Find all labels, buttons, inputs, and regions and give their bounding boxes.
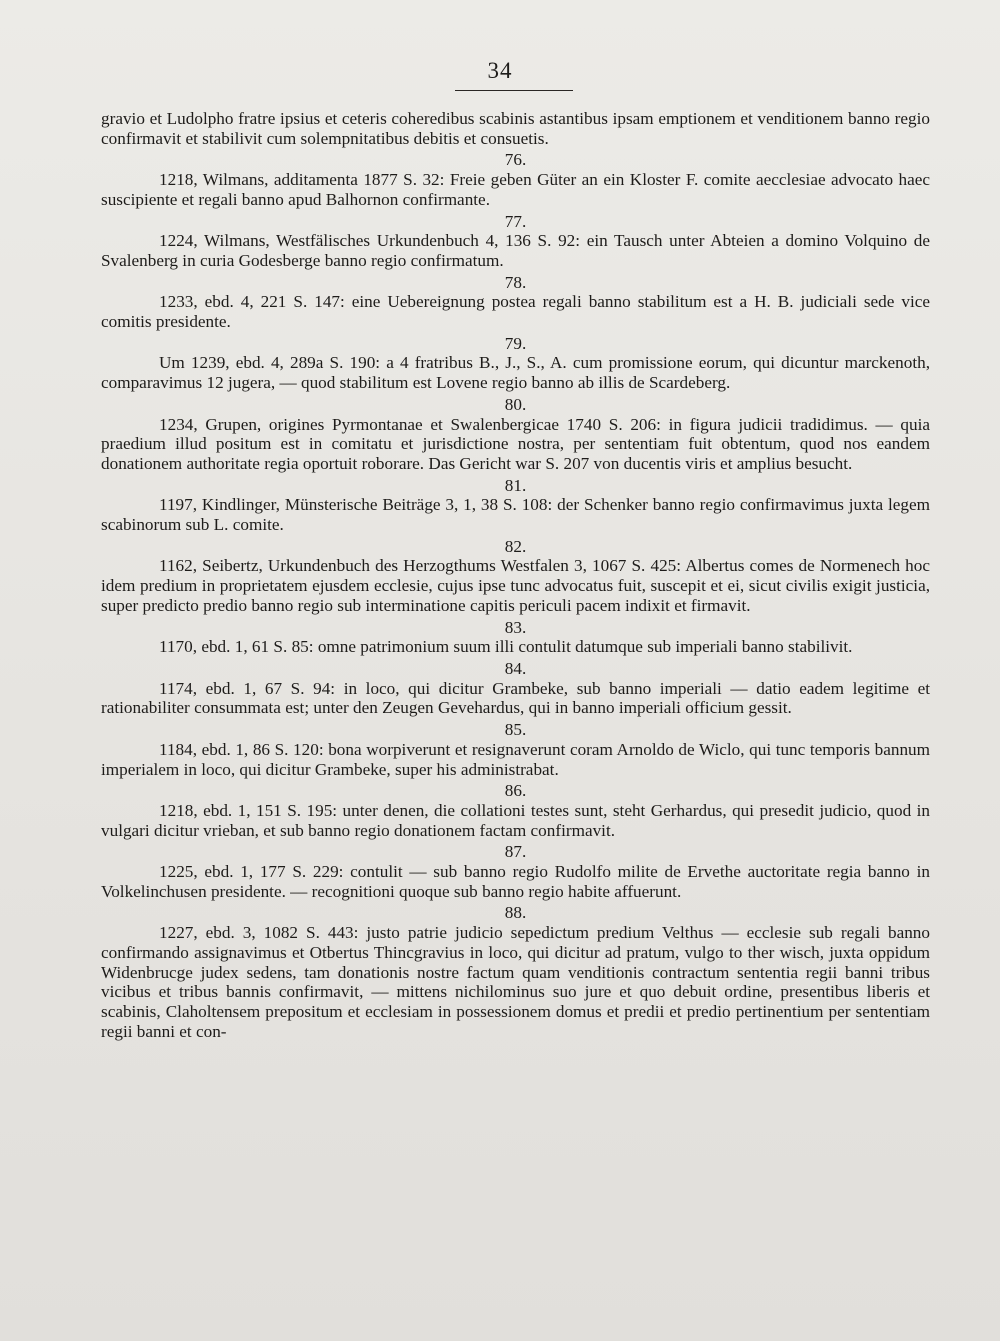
entry: [101, 537, 930, 616]
entry-number: 81.: [504, 475, 527, 495]
entry-text: 1218, Wilmans, additamenta 1877 S. 32: Freie geben Güter an ein Kloster F. comite aecclesiae advocato haec suscipiente et regali banno apud Balhornon confirmante.: [101, 170, 930, 209]
entry-text: 1162, Seibertz, Urkundenbuch des Herzogthums Westfalen 3, 1067 S. 425: Albertus comes de Normenech hoc idem predium in proprietatem ejusdem ecclesie, cujus ipse tunc advocatus fuit, suscepit et ei, sicut civilis exigit justicia, super predicto predio banno regio sub interminatione capitis periculi pacem indixit et firmavit.: [101, 556, 930, 615]
entry-text: 1234, Grupen, origines Pyrmontanae et Swalenbergicae 1740 S. 206: in figura judicii tradidimus. — quia praedium illud positum est in comitatu et jurisdictione nostra, per sententiam fuit obtentum, quod nos eandem donationem authoritate regia oportuit roborare. Das Gericht war S. 207 von ducentis viris et amplius besucht.: [101, 414, 930, 473]
entry: [101, 903, 930, 1041]
intro-paragraph: gravio et Ludolpho fratre ipsius et ceteris coheredibus scabinis astantibus ipsam emptionem et venditionem banno regio confirmavit et stabilivit cum solempnitatibus debitis et consuetis.: [101, 109, 930, 148]
entry: [101, 150, 930, 209]
entry-text: 1184, ebd. 1, 86 S. 120: bona worpiverunt et resignaverunt coram Arnoldo de Wiclo, qui tunc temporis bannum imperialem in loco, qui dicitur Grambeke, super his administrabat.: [101, 739, 930, 779]
entry-number: 79.: [504, 333, 527, 353]
entry: [101, 720, 930, 779]
entry-text: 1170, ebd. 1, 61 S. 85: omne patrimonium suum illi contulit datumque sub imperiali banno stabilivit.: [159, 637, 853, 657]
entry: [101, 659, 930, 718]
entry-number: 78.: [504, 272, 527, 292]
entry-number: 86.: [504, 781, 527, 801]
text-body: [101, 109, 930, 1041]
entry: [101, 781, 930, 840]
header-rule: [455, 90, 573, 91]
entry: [101, 618, 930, 657]
entry: [101, 395, 930, 474]
entry: [101, 476, 930, 535]
entry-number: 76.: [504, 150, 527, 170]
entry-text: 1197, Kindlinger, Münsterische Beiträge 3, 1, 38 S. 108: der Schenker banno regio confirmavimus juxta legem scabinorum sub L. comite.: [101, 495, 930, 535]
entry-text: 1225, ebd. 1, 177 S. 229: contulit — sub banno regio Rudolfo milite de Ervethe auctoritate regia banno in Volkelinchusen presidente. — recognitioni quoque sub banno regio habite affuerunt.: [101, 862, 930, 901]
entry-number: 77.: [504, 211, 527, 231]
entry-text: 1224, Wilmans, Westfälisches Urkundenbuch 4, 136 S. 92: ein Tausch unter Abteien a domino Volquino de Svalenberg in curia Godesberge banno regio confirmatum.: [101, 231, 930, 270]
entry-text: 1227, ebd. 3, 1082 S. 443: justo patrie judicio sepedictum predium Velthus — ecclesie sub regali banno confirmando assignavimus et Otbertus Thincgravius in loco, qui dicitur ad pratum, vulgo to ther wisch, juxta oppidum Widenbrucge judex sedens, tam donationis nostre factum quam venditionis contractum sententia regii banni tribus vicibus et tribus bannis confirmavit, — mittens nichilominus suo jure et quo debuit ordine, presentibus liberis et scabinis, Claholtensem prepositum et ecclesiam in possessionem domus et predii et predio pertinentium per sententiam regii banni et con-: [101, 923, 930, 1041]
entry: [101, 334, 930, 393]
entry-number: 87.: [504, 842, 527, 862]
entry-text: 1233, ebd. 4, 221 S. 147: eine Uebereignung postea regali banno stabilitum est a H. B. judiciali sede vice comitis presidente.: [101, 292, 930, 332]
entry-number: 84.: [504, 658, 527, 678]
entry-number: 83.: [504, 617, 527, 637]
entry-number: 88.: [504, 903, 527, 923]
entry-number: 80.: [504, 394, 527, 414]
entry-text: 1174, ebd. 1, 67 S. 94: in loco, qui dicitur Grambeke, sub banno imperiali — datio eadem legitime et rationabiliter consummata est; unter den Zeugen Gevehardus, qui in banno imperiali officium gessit.: [101, 678, 930, 718]
entry-number: 82.: [504, 536, 527, 556]
entry-text: 1218, ebd. 1, 151 S. 195: unter denen, die collationi testes sunt, steht Gerhardus, qui presedit judicio, quod in vulgari dicitur vrieban, et sub banno regio donationem factam confirmavit.: [101, 800, 930, 840]
entry-number: 85.: [504, 720, 527, 740]
entry-text: Um 1239, ebd. 4, 289a S. 190: a 4 fratribus B., J., S., A. cum promissione eorum, qui dicuntur marckenoth, comparavimus 12 jugera, — quod stabilitum est Lovene regio banno ab illis de Scardeberg.: [101, 353, 930, 393]
entry: [101, 842, 930, 901]
entry: [101, 273, 930, 332]
page-number: 34: [487, 58, 513, 83]
entry: [101, 212, 930, 271]
